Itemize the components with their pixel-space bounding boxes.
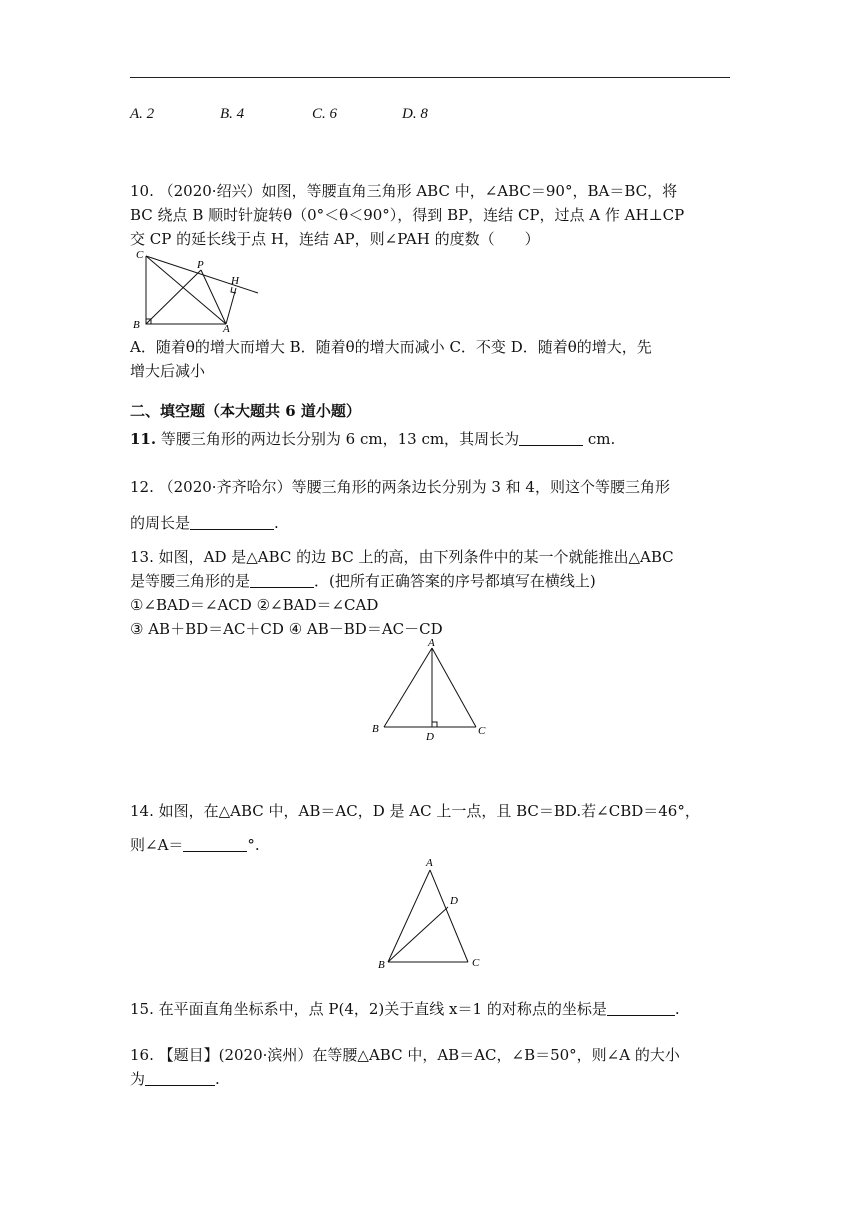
header-rule	[130, 77, 730, 78]
q15-line	[130, 998, 730, 1020]
q11-text-after: cm.	[583, 430, 616, 448]
q13-figure	[366, 636, 496, 746]
q10-label-c: C	[136, 249, 144, 261]
q12-line2	[130, 512, 730, 534]
q14-line1: 14. 如图，在△ABC 中，AB＝AC，D 是 AC 上一点，且 BC＝BD.若∠CBD＝46°，	[130, 802, 700, 820]
q16-line2	[130, 1068, 730, 1090]
q16-text-after: .	[215, 1070, 220, 1088]
q14-text-after: °.	[247, 836, 260, 854]
q10-label-b: B	[133, 319, 140, 331]
q14-label-b: B	[378, 959, 385, 971]
q15-answer-blank[interactable]	[607, 1000, 675, 1016]
q9-option-d: D. 8	[402, 106, 428, 122]
q11-number: 11.	[130, 430, 157, 448]
q10-line1: 10. （2020·绍兴）如图，等腰直角三角形 ABC 中，∠ABC＝90°，BA＝BC，将	[130, 182, 678, 200]
q16-line1: 16. 【题目】(2020·滨州）在等腰△ABC 中，AB＝AC，∠B＝50°，则∠A 的大小	[130, 1046, 680, 1064]
q11-line	[130, 428, 730, 450]
q10-figure	[128, 248, 268, 334]
q14-text-before: 则∠A＝	[130, 836, 184, 854]
q13-line1: 13. 如图，AD 是△ABC 的边 BC 上的高，由下列条件中的某一个就能推出△ABC	[130, 548, 674, 566]
q13-line2	[130, 570, 730, 592]
q14-figure	[372, 852, 492, 972]
q16-answer-blank[interactable]	[145, 1070, 215, 1086]
q14-label-c: C	[472, 957, 480, 969]
q13-conditions-2: ③ AB＋BD＝AC＋CD ④ AB－BD＝AC－CD	[130, 620, 443, 638]
q10-line3: 交 CP 的延长线于点 H，连结 AP，则∠PAH 的度数（ ）	[130, 230, 540, 248]
q15-text-before: 15. 在平面直角坐标系中，点 P(4，2)关于直线 x＝1 的对称点的坐标是	[130, 1000, 607, 1018]
q9-option-a: A. 2	[130, 106, 155, 122]
q13-label-c: C	[478, 725, 486, 737]
q12-answer-blank[interactable]	[190, 514, 274, 530]
q10-label-h: H	[231, 275, 239, 287]
q13-conditions-1: ①∠BAD＝∠ACD ②∠BAD＝∠CAD	[130, 596, 379, 614]
q16-text-before: 为	[130, 1070, 146, 1088]
q10-options-line1: A．随着θ的增大而增大 B．随着θ的增大而减小 C．不变 D．随着θ的增大，先	[130, 338, 652, 356]
q13-label-a: A	[428, 637, 435, 649]
q14-label-a: A	[426, 857, 433, 869]
q14-label-d: D	[450, 895, 458, 907]
q13-label-d: D	[426, 731, 434, 743]
q13-text-before: 是等腰三角形的是	[130, 572, 251, 590]
q13-answer-blank[interactable]	[250, 572, 314, 588]
q13-label-b: B	[372, 723, 379, 735]
q10-options-line2: 增大后减小	[130, 362, 206, 380]
q10-label-a: A	[223, 323, 230, 334]
q13-text-after: ．(把所有正确答案的序号都填写在横线上)	[314, 572, 596, 590]
section2-title: 二、填空题（本大题共 6 道小题）	[130, 402, 361, 420]
q12-line1: 12. （2020·齐齐哈尔）等腰三角形的两条边长分别为 3 和 4，则这个等腰三角形	[130, 478, 670, 496]
q12-text-before: 的周长是	[130, 514, 191, 532]
q9-option-c: C. 6	[312, 106, 338, 122]
q12-text-after: .	[274, 514, 279, 532]
q15-text-after: .	[674, 1000, 680, 1018]
q14-answer-blank[interactable]	[183, 836, 247, 852]
q9-option-b: B. 4	[220, 106, 245, 122]
q11-text-before: 等腰三角形的两边长分别为 6 cm，13 cm，其周长为	[156, 430, 520, 448]
q10-label-p: P	[197, 259, 204, 271]
q10-line2: BC 绕点 B 顺时针旋转θ（0°＜θ＜90°），得到 BP，连结 CP，过点 A 作 AH⊥CP	[130, 206, 685, 224]
q11-answer-blank[interactable]	[519, 430, 583, 446]
